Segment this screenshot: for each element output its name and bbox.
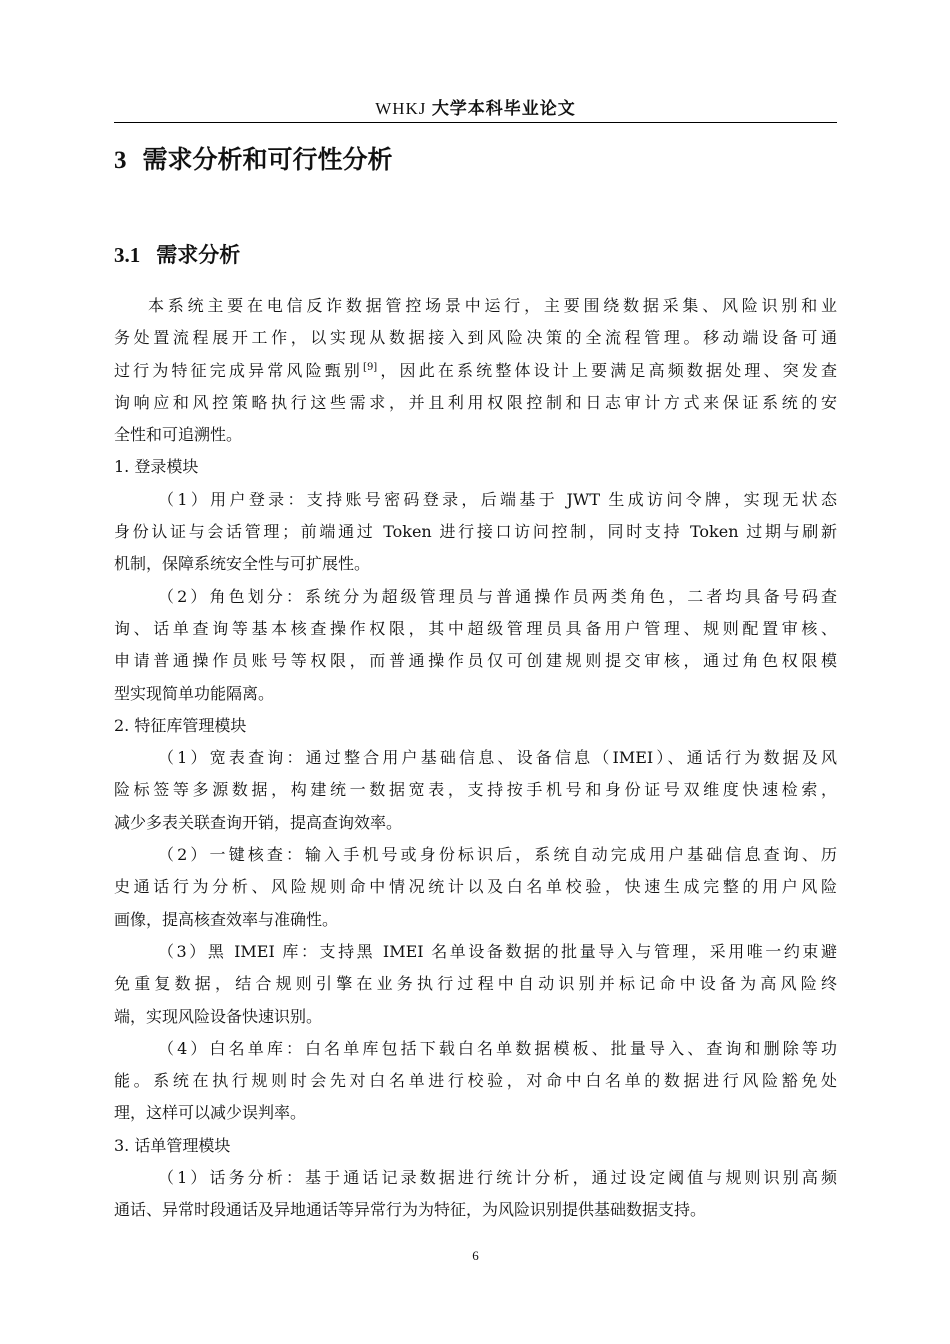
paragraph-line: 通话、异常时段通话及异地通话等异常行为为特征，为风险识别提供基础数据支持。 (114, 1200, 707, 1220)
paragraph-line: 减少多表关联查询开销，提高查询效率。 (114, 812, 403, 832)
intro-line: 本系统主要在电信反诈数据管控场景中运行，主要围绕数据采集、风险识别和业 (148, 296, 837, 315)
paragraph-line: 险标签等多源数据，构建统一数据宽表，支持按手机号和身份证号双维度快速检索， (114, 780, 837, 800)
paragraph-line: （2）角色划分：系统分为超级管理员与普通操作员两类角色，二者均具备号码查 (158, 586, 837, 606)
intro-line: 务处置流程展开工作，以实现从数据接入到风险决策的全流程管理。移动端设备可通 (114, 328, 837, 348)
header-rule (114, 122, 837, 123)
citation-ref: [9] (363, 361, 378, 373)
paragraph-line: 能。系统在执行规则时会先对白名单进行校验，对命中白名单的数据进行风险豁免处 (114, 1071, 837, 1091)
paragraph-line: 免重复数据，结合规则引擎在业务执行过程中自动识别并标记命中设备为高风险终 (114, 974, 837, 994)
section-heading (114, 238, 240, 272)
paragraph-line: 端，实现风险设备快速识别。 (114, 1006, 323, 1026)
paragraph-line: （1）用户登录：支持账号密码登录，后端基于 JWT 生成访问令牌，实现无状态 (158, 489, 837, 509)
intro-line (114, 355, 837, 387)
header-abbrev: WHKJ (375, 99, 427, 118)
module-heading: 3. 话单管理模块 (114, 1135, 231, 1155)
paragraph-line: 史通话行为分析、风险规则命中情况统计以及白名单校验，快速生成完整的用户风险 (114, 877, 837, 897)
chapter-number: 3 (114, 147, 127, 174)
page-number: 6 (472, 1248, 479, 1263)
module-heading: 1. 登录模块 (114, 457, 199, 477)
section-number: 3.1 (114, 243, 141, 267)
paragraph-line: （4）白名单库：白名单库包括下载白名单数据模板、批量导入、查询和删除等功 (158, 1038, 837, 1058)
paragraph-line: 画像，提高核查效率与准确性。 (114, 909, 339, 929)
paragraph-line: 申请普通操作员账号等权限，而普通操作员仅可创建规则提交审核，通过角色权限模 (114, 651, 837, 671)
chapter-heading (114, 140, 393, 181)
intro-text: ，因此在系统整体设计上要满足高频数据处理、突发查 (377, 360, 837, 380)
paragraph-line: 理，这样可以减少误判率。 (114, 1103, 307, 1123)
section-title: 需求分析 (156, 243, 241, 267)
paragraph-line: 询、话单查询等基本核查操作权限，其中超级管理员具备用户管理、规则配置审核、 (114, 618, 837, 638)
intro-text: 过行为特征完成异常风险甄别 (114, 360, 364, 380)
paragraph-line: 型实现简单功能隔离。 (114, 683, 275, 703)
module-heading: 2. 特征库管理模块 (114, 715, 247, 735)
paragraph-line: （3）黑 IMEI 库：支持黑 IMEI 名单设备数据的批量导入与管理，采用唯一约束避 (158, 941, 837, 961)
chapter-title: 需求分析和可行性分析 (142, 145, 393, 174)
intro-line: 询响应和风控策略执行这些需求，并且利用权限控制和日志审计方式来保证系统的安 (114, 392, 837, 412)
paragraph-line: （1）宽表查询：通过整合用户基础信息、设备信息（IMEI）、通话行为数据及风 (158, 748, 837, 768)
paragraph-line: （2）一键核查：输入手机号或身份标识后，系统自动完成用户基础信息查询、历 (158, 845, 837, 865)
intro-line: 全性和可追溯性。 (114, 425, 243, 445)
running-header (114, 96, 837, 122)
paragraph-line: （1）话务分析：基于通话记录数据进行统计分析，通过设定阈值与规则识别高频 (158, 1168, 837, 1188)
header-title: 大学本科毕业论文 (431, 99, 576, 119)
body-text (114, 290, 837, 1227)
paragraph-line: 身份认证与会话管理；前端通过 Token 进行接口访问控制，同时支持 Token 过期与刷新 (114, 522, 837, 542)
paragraph-line: 机制，保障系统安全性与可扩展性。 (114, 554, 371, 574)
